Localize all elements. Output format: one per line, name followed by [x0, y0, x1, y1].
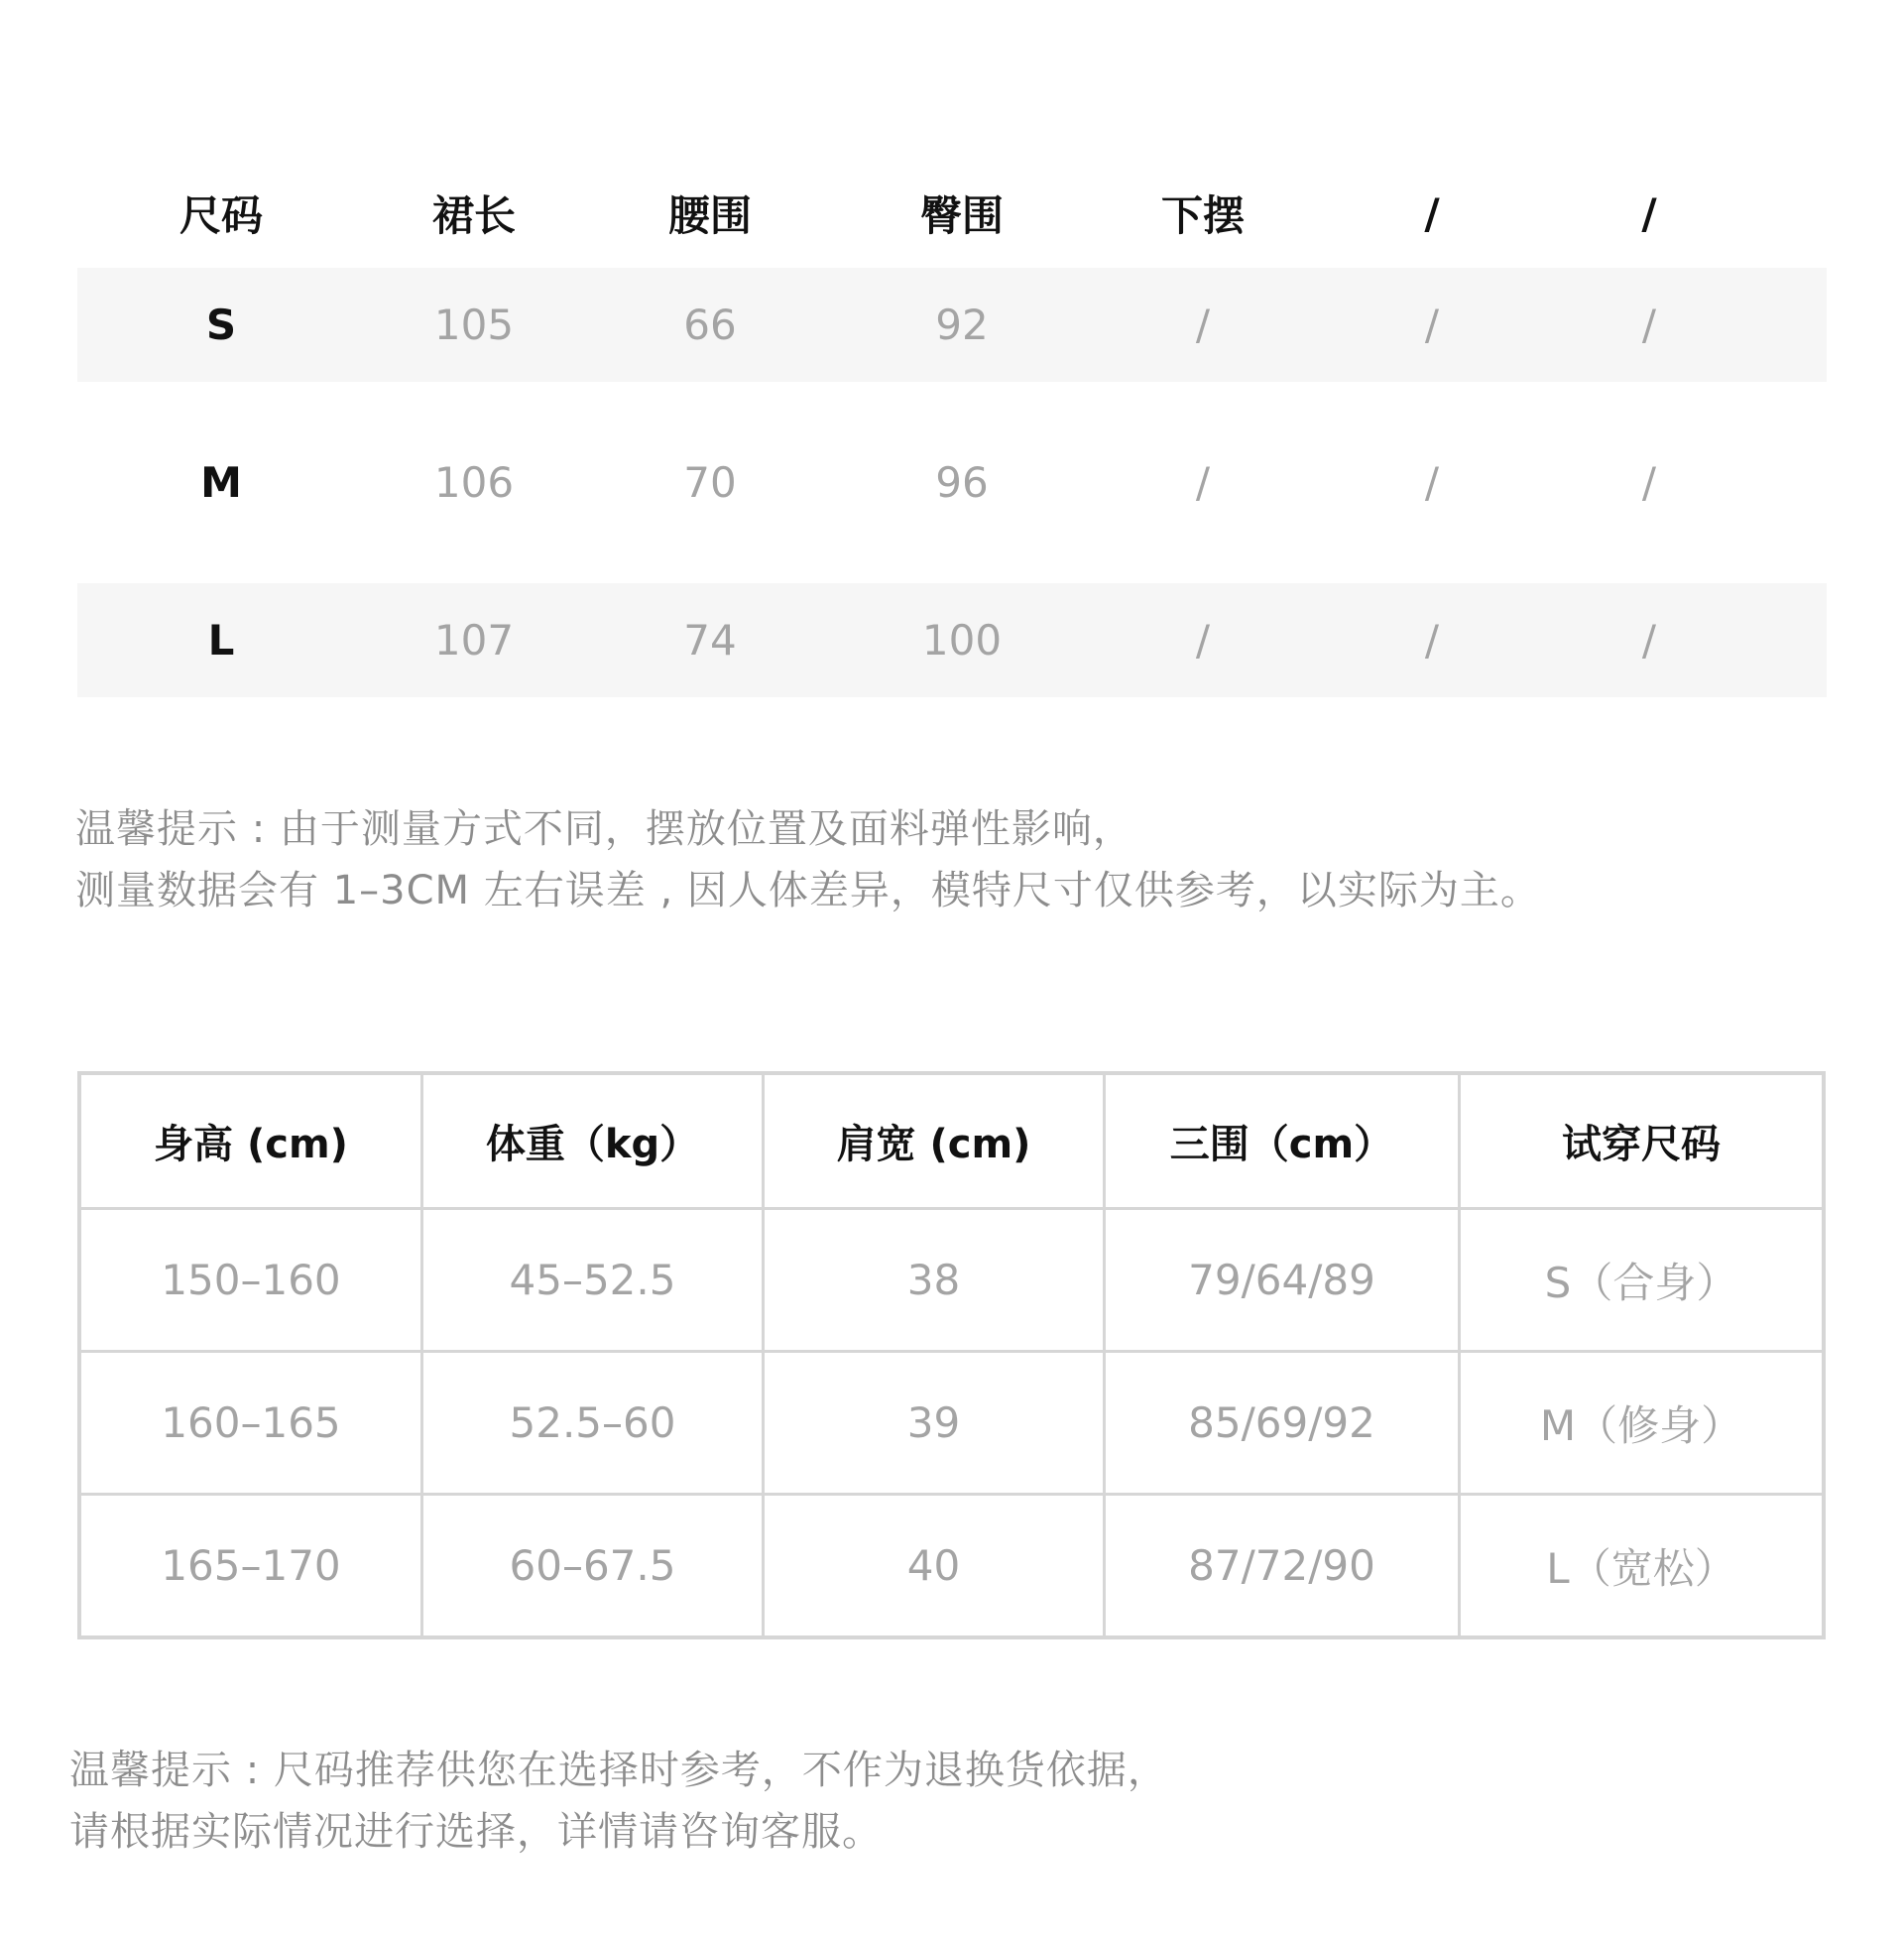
size-table-header-row: [77, 159, 1827, 268]
header-skirt-length: 裙长: [431, 191, 516, 240]
measurement-tip-line-1: 温馨提示 : 由于测量方式不同，摆放位置及面料弹性影响，: [75, 806, 1133, 852]
fitting-size-value: S（合身）: [1461, 1210, 1822, 1353]
weight-value: 45–52.5: [423, 1210, 765, 1353]
shoulder-value: 38: [765, 1210, 1106, 1353]
fitting-reference-table: [77, 1071, 1826, 1639]
weight-value: 52.5–60: [423, 1353, 765, 1496]
height-value: 160–165: [81, 1353, 423, 1496]
empty-value-1: /: [1424, 301, 1440, 349]
header-measurements: 三围（cm）: [1106, 1075, 1461, 1210]
empty-value-1: /: [1424, 458, 1440, 507]
header-fitting-size: 试穿尺码: [1461, 1075, 1822, 1210]
header-height: 身高 (cm): [81, 1075, 423, 1210]
fitting-size-value: L（宽松）: [1546, 1543, 1736, 1593]
skirt-length-value: 105: [433, 301, 515, 349]
measurements-value: 85/69/92: [1106, 1353, 1461, 1496]
table-row: [77, 268, 1827, 382]
waist-value: 66: [683, 301, 737, 349]
skirt-length-value: 107: [433, 616, 515, 665]
table-row: [77, 583, 1827, 697]
skirt-length-value: 106: [433, 458, 515, 507]
measurement-tip-line-2: 测量数据会有 1–3CM 左右误差 , 因人体差异，模特尺寸仅供参考，以实际为主。: [75, 868, 1541, 913]
measurement-tip: [75, 798, 1541, 921]
height-value: 150–160: [81, 1210, 423, 1353]
shoulder-value: 40: [765, 1496, 1106, 1635]
hem-value: /: [1195, 458, 1211, 507]
shoulder-value: 39: [765, 1353, 1106, 1496]
size-measurement-table: [77, 159, 1827, 697]
row-spacer: [77, 382, 1827, 425]
height-value: 165–170: [81, 1496, 423, 1635]
header-shoulder: 肩宽 (cm): [765, 1075, 1106, 1210]
hip-value: 92: [935, 301, 989, 349]
weight-value: 60–67.5: [423, 1496, 765, 1635]
size-label: L: [207, 616, 235, 665]
table-row: [77, 425, 1827, 540]
fitting-size-value: M（修身）: [1461, 1353, 1822, 1496]
empty-value-2: /: [1641, 301, 1657, 349]
size-label: M: [200, 458, 242, 507]
row-spacer: [77, 540, 1827, 583]
empty-value-2: /: [1641, 458, 1657, 507]
empty-value-2: /: [1641, 616, 1657, 665]
measurements-value: 79/64/89: [1106, 1210, 1461, 1353]
header-hip: 臀围: [919, 191, 1004, 240]
size-recommendation-tip: [69, 1740, 1168, 1863]
waist-value: 74: [683, 616, 737, 665]
waist-value: 70: [683, 458, 737, 507]
hem-value: /: [1195, 616, 1211, 665]
size-label: S: [205, 301, 237, 349]
header-empty-1: /: [1424, 188, 1440, 238]
measurements-value: 87/72/90: [1106, 1496, 1461, 1635]
header-empty-2: /: [1641, 188, 1657, 238]
size-recommendation-tip-line-2: 请根据实际情况进行选择，详情请咨询客服。: [69, 1809, 883, 1855]
header-size: 尺码: [178, 191, 263, 240]
hip-value: 100: [921, 616, 1003, 665]
hip-value: 96: [935, 458, 989, 507]
size-recommendation-tip-line-1: 温馨提示 : 尺码推荐供您在选择时参考，不作为退换货依据，: [69, 1748, 1168, 1793]
hem-value: /: [1195, 301, 1211, 349]
header-waist: 腰围: [667, 191, 752, 240]
header-hem: 下摆: [1160, 191, 1245, 240]
empty-value-1: /: [1424, 616, 1440, 665]
header-weight: 体重（kg）: [423, 1075, 765, 1210]
